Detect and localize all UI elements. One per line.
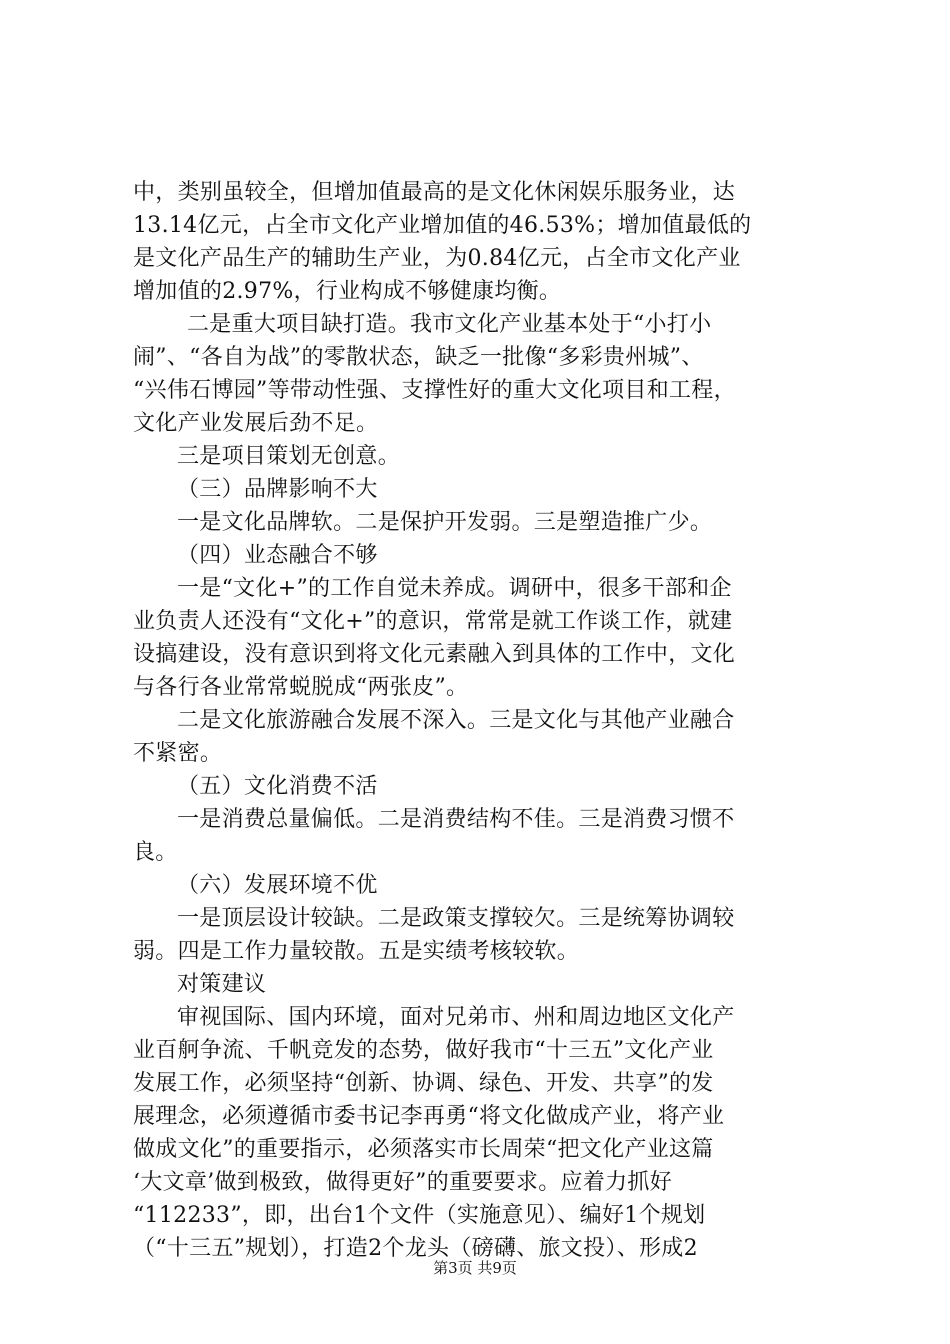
text-line: 二是文化旅游融合发展不深入。三是文化与其他产业融合 [177,708,735,733]
text-line: 增加值的2.97%，行业构成不够健康均衡。 [133,279,562,304]
text-line: 三是项目策划无创意。 [177,444,401,469]
text-line: 业负责人还没有“文化+”的意识，常常是就工作谈工作，就建 [133,609,733,634]
text-line: 发展工作，必须坚持“创新、协调、绿色、开发、共享”的发 [133,1071,714,1096]
text-line: 是文化产品生产的辅助生产业，为0.84亿元，占全市文化产业 [133,246,741,271]
text-line: 良。 [133,840,178,865]
text-line: 闹”、“各自为战”的零散状态，缺乏一批像“多彩贵州城”、 [133,345,704,370]
text-line: 一是文化品牌软。二是保护开发弱。三是塑造推广少。 [177,510,713,535]
section-heading: （四）业态融合不够 [177,543,378,568]
text-line: 一是“文化+”的工作自觉未养成。调研中，很多干部和企 [177,576,732,601]
text-line: 与各行各业常常蜕脱成“两张皮”。 [133,675,469,700]
text-line: 做成文化”的重要指示，必须落实市长周荣“把文化产业这篇 [133,1137,714,1162]
section-heading: 对策建议 [177,972,267,997]
text-line: 设搞建设，没有意识到将文化元素融入到具体的工作中，文化 [133,642,736,667]
text-line: ‘大文章’做到极致，做得更好”的重要要求。应着力抓好 [133,1170,673,1195]
text-line: 13.14亿元，占全市文化产业增加值的46.53%；增加值最低的 [133,213,752,238]
section-heading: （五）文化消费不活 [177,774,378,799]
text-line: （“十三五”规划），打造2个龙头（磅礴、旅文投）、形成2 [133,1236,698,1261]
text-line: 弱。四是工作力量较散。五是实绩考核较软。 [133,939,580,964]
page-footer: 第3页 共9页 [433,1259,517,1277]
text-line: 展理念，必须遵循市委书记李再勇“将文化做成产业，将产业 [133,1104,725,1129]
text-line: 业百舸争流、千帆竞发的态势，做好我市“十三五”文化产业 [133,1038,714,1063]
text-line: 一是消费总量偏低。二是消费结构不佳。三是消费习惯不 [177,807,735,832]
text-line: “112233”，即，出台1个文件（实施意见）、编好1个规划 [133,1203,706,1228]
text-line: 文化产业发展后劲不足。 [133,411,379,436]
section-heading: （六）发展环境不优 [177,873,378,898]
text-line: 中，类别虽较全，但增加值最高的是文化休闲娱乐服务业，达 [133,180,736,205]
section-heading: （三）品牌影响不大 [177,477,378,502]
text-line: 二是重大项目缺打造。我市文化产业基本处于“小打小 [187,312,712,337]
text-line: 审视国际、国内环境，面对兄弟市、州和周边地区文化产 [177,1005,735,1030]
text-line: 一是顶层设计较缺。二是政策支撑较欠。三是统筹协调较 [177,906,735,931]
text-line: “兴伟石博园”等带动性强、支撑性好的重大文化项目和工程， [133,378,736,403]
text-line: 不紧密。 [133,741,223,766]
